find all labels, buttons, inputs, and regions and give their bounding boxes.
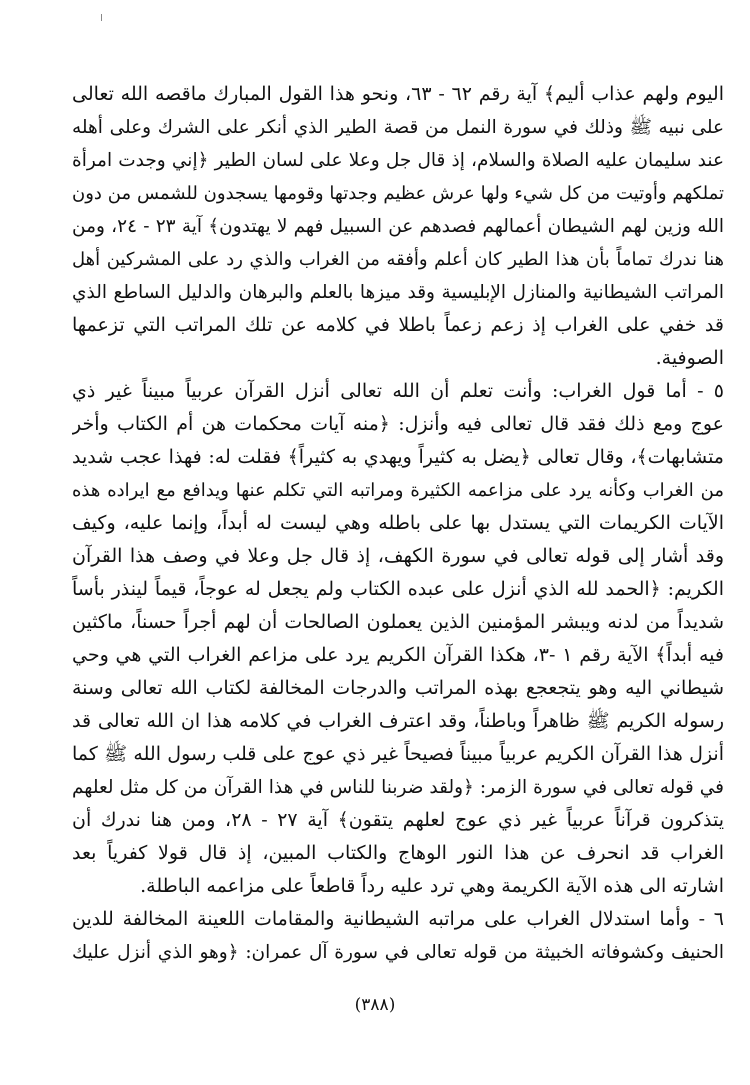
text-line: اشارته الى هذه الآية الكريمة وهي ترد عليه رداً قاطعاً على مزاعمه الباطلة. [140,875,724,897]
text-line: الغراب قد انحرف عن هذا النور الوهاج والكتاب المبين، إذ قال قولا كفرياً بعد [72,842,724,864]
text-line: عند سليمان عليه الصلاة والسلام، إذ قال جل وعلا على لسان الطير ﴿إني وجدت امرأة [72,150,724,171]
text-line: تملكهم وأوتيت من كل شيء ولها عرش عظيم وجدتها وقومها يسجدون للشمس من دون [72,183,724,204]
text-line: ٦ - وأما استدلال الغراب على مراتبه الشيطانية والمقامات اللعينة المخالفة للدين [72,908,724,930]
text-line: متشابهات﴾، وقال تعالى ﴿يضل به كثيراً ويهدي به كثيراً﴾ فقلت له: فهذا عجب شديد [72,446,724,468]
text-line: على نبيه ﷺ وذلك في سورة النمل من قصة الطير الذي أنكر على الشرك وعلى أهله [72,117,724,138]
text-line: وقد أشار إلى قوله تعالى في سورة الكهف، إذ قال جل وعلا في وصف هذا القرآن [72,545,724,567]
body-text [72,78,724,969]
page-number: (٣٨٨) [354,995,396,1015]
text-line: الكريم: ﴿الحمد لله الذي أنزل على عبده الكتاب ولم يجعل له عوجاً، قيماً لينذر بأساً [72,578,724,600]
text-line: عوج ومع ذلك فقد قال تعالى فيه وأنزل: ﴿منه آيات محكمات هن أم الكتاب وأخر [72,413,724,435]
text-line: قد خفي على الغراب إذ زعم زعماً باطلا في كلامه عن تلك المراتب التي تزعمها [72,314,724,336]
text-line: المراتب الشيطانية والمنازل الإبليسية وقد ميزها بالعلم والبرهان والدليل الساطع الذي [72,282,724,303]
text-line: شيطاني اليه وهو يتجعجع بهذه المراتب والدرجات المخالفة لكتاب الله تعالى وسنة [72,677,724,699]
text-line: من الغراب وكأنه يرد على مزاعمه الكثيرة ومراتبه التي تكلم عنها ويدافع مع ايراده هذه [72,480,724,501]
text-line: الصوفية. [655,347,724,369]
text-line: فيه أبداً﴾ الآية رقم ١ -٣، هكذا القرآن الكريم يرد على مزاعم الغراب التي هي وحي [72,644,724,666]
text-line: أنزل هذا القرآن الكريم عربياً مبيناً فصيحاً غير ذي عوج على قلب رسول الله ﷺ كما [72,743,724,765]
text-line: ٥ - أما قول الغراب: وأنت تعلم أن الله تعالى أنزل القرآن عربياً مبيناً غير ذي [72,380,724,402]
text-line: الله وزين لهم الشيطان أعمالهم فصدهم عن السبيل فهم لا يهتدون﴾ آية ٢٣ - ٢٤، ومن [72,216,724,237]
text-line: في قوله تعالى في سورة الزمر: ﴿ولقد ضربنا للناس في هذا القرآن من كل مثل لعلهم [72,777,724,798]
scan-mark [101,14,102,21]
text-line: الحنيف وكشوفاته الخبيثة من قوله تعالى في سورة آل عمران: ﴿وهو الذي أنزل عليك [72,942,724,963]
text-line: اليوم ولهم عذاب أليم﴾ آية رقم ٦٢ - ٦٣، ونحو هذا القول المبارك ماقصه الله تعالى [72,83,724,105]
text-line: هنا ندرك تماماً بأن هذا الطير كان أعلم وأفقه من الغراب والذي رد على المشركين أهل [72,249,724,270]
text-line: الآيات الكريمات التي يستدل بها على باطله وهي ليست له أبداً، وإنما عليه، وكيف [72,512,724,534]
text-line: يتذكرون قرآناً عربياً غير ذي عوج لعلهم يتقون﴾ آية ٢٧ - ٢٨، ومن هنا ندرك أن [72,809,724,831]
text-line: رسوله الكريم ﷺ ظاهراً وباطناً، وقد اعترف الغراب في كلامه هذا ان الله تعالى قد [72,710,724,732]
text-line: شديداً من لدنه ويبشر المؤمنين الذين يعملون الصالحات أن لهم أجراً حسناً، ماكثين [72,611,724,633]
